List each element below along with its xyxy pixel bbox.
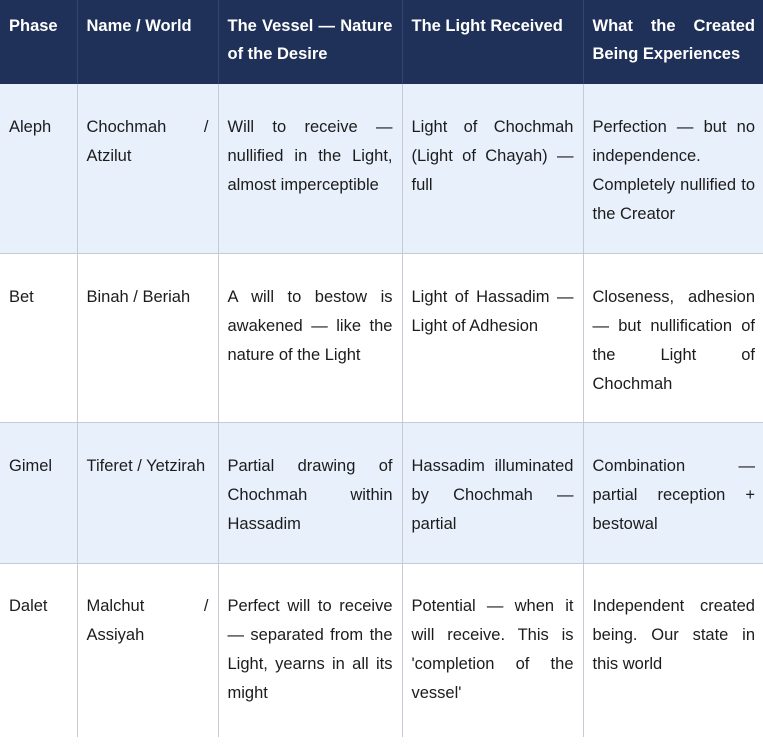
table-row bbox=[0, 84, 763, 253]
cell-light: Light of Hassadim — Light of Adhesion bbox=[402, 253, 583, 422]
cell-light: Light of Chochmah (Light of Chayah) — full bbox=[402, 84, 583, 253]
cell-phase: Bet bbox=[0, 253, 77, 422]
cell-experience: Closeness, adhesion — but nullification of the Light of Chochmah bbox=[583, 253, 763, 422]
cell-name-world: Chochmah / Atzilut bbox=[77, 84, 218, 253]
cell-experience: Perfection — but no independence. Completely nullified to the Creator bbox=[583, 84, 763, 253]
header-vessel: The Vessel — Nature of the Desire bbox=[218, 0, 402, 84]
cell-phase: Gimel bbox=[0, 422, 77, 563]
cell-vessel: Perfect will to receive — separated from the Light, yearns in all its might bbox=[218, 563, 402, 737]
table-row bbox=[0, 563, 763, 737]
cell-light: Hassadim illuminated by Chochmah — partial bbox=[402, 422, 583, 563]
cell-vessel: Partial drawing of Chochmah within Hassadim bbox=[218, 422, 402, 563]
header-name-world: Name / World bbox=[77, 0, 218, 84]
cell-name-world: Binah / Beriah bbox=[77, 253, 218, 422]
header-experience: What the Created Being Experiences bbox=[583, 0, 763, 84]
cell-phase: Aleph bbox=[0, 84, 77, 253]
header-phase: Phase bbox=[0, 0, 77, 84]
cell-vessel: Will to receive — nullified in the Light, almost imperceptible bbox=[218, 84, 402, 253]
table-row bbox=[0, 253, 763, 422]
cell-name-world: Malchut / Assiyah bbox=[77, 563, 218, 737]
header-light-received: The Light Received bbox=[402, 0, 583, 84]
cell-phase: Dalet bbox=[0, 563, 77, 737]
cell-vessel: A will to bestow is awakened — like the nature of the Light bbox=[218, 253, 402, 422]
cell-experience: Independent created being. Our state in this world bbox=[583, 563, 763, 737]
cell-name-world: Tiferet / Yetzirah bbox=[77, 422, 218, 563]
cell-experience: Combination — partial reception + bestowal bbox=[583, 422, 763, 563]
table-row bbox=[0, 422, 763, 563]
cell-light: Potential — when it will receive. This is 'completion of the vessel' bbox=[402, 563, 583, 737]
header-row bbox=[0, 0, 763, 84]
